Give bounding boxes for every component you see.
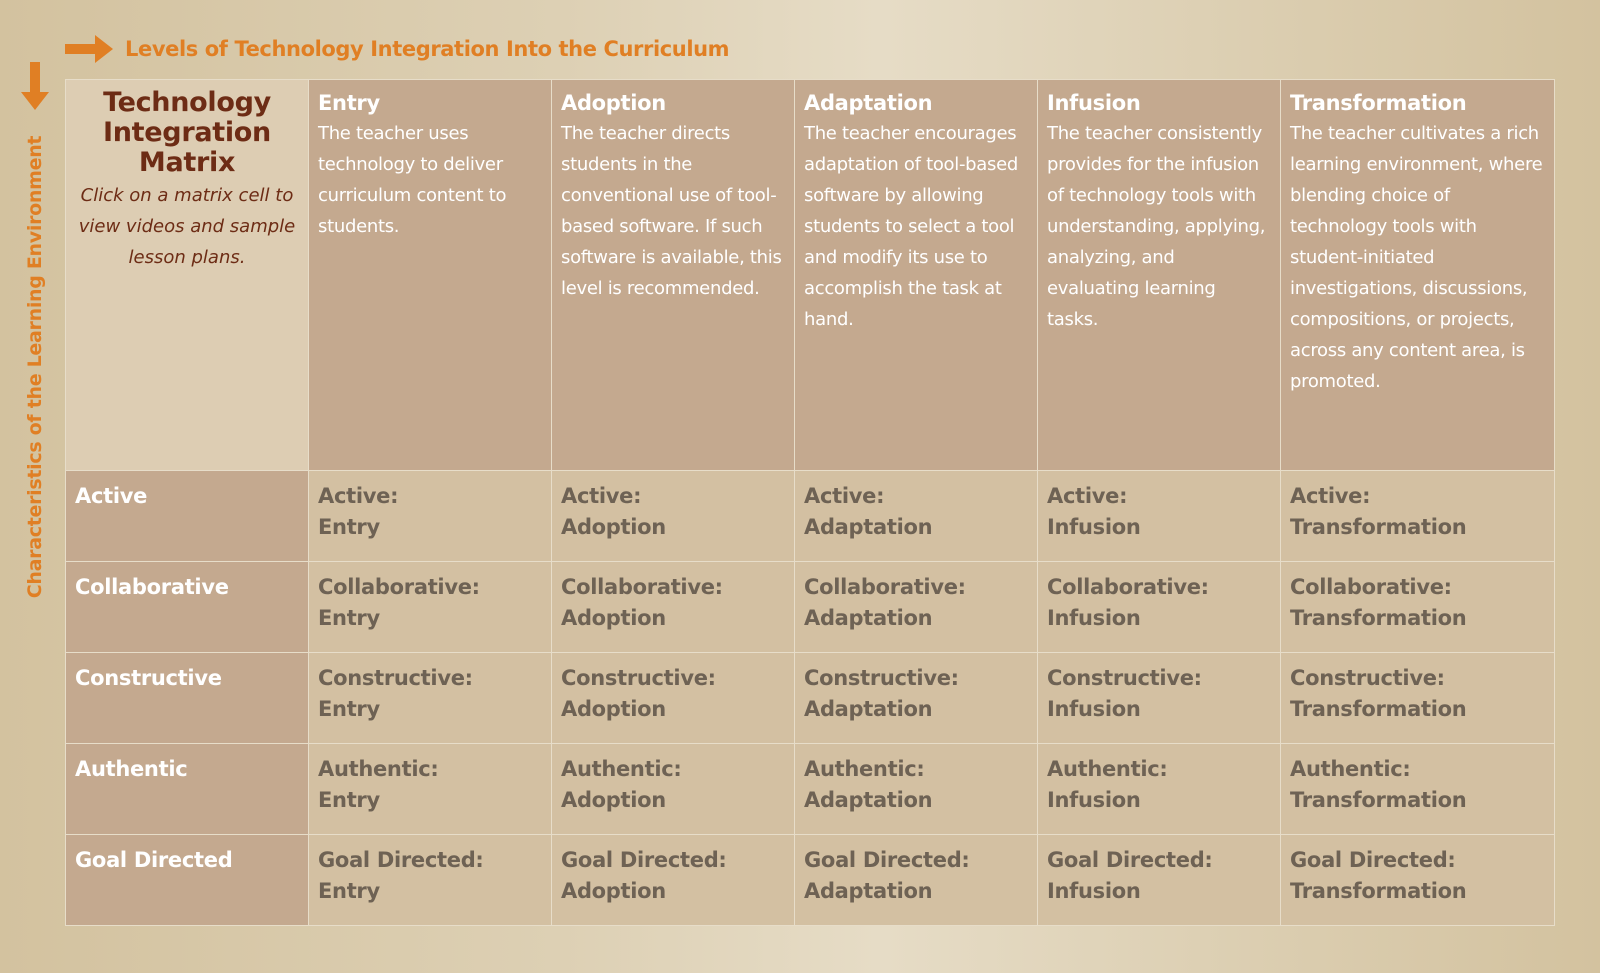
matrix-row-active <box>66 471 1555 562</box>
matrix-cell-collaborative-infusion[interactable] <box>1038 562 1281 653</box>
cell-characteristic: Collaborative: <box>561 575 723 599</box>
level-header-adoption <box>552 80 795 471</box>
cell-level: Infusion <box>1047 788 1141 812</box>
matrix-cell-constructive-adaptation[interactable] <box>795 653 1038 744</box>
matrix-title: Technology Integration Matrix <box>103 87 271 178</box>
level-description: The teacher cultivates a rich learning environment, where blending choice of technology tools with student-initiated investigations, discussions, compositions, or projects, across any content area, is promoted. <box>1290 123 1543 392</box>
matrix-instructions: Click on a matrix cell to view videos and sample lesson plans. <box>78 185 296 268</box>
matrix-cell-goal-directed-adoption[interactable] <box>552 835 795 926</box>
cell-characteristic: Collaborative: <box>1047 575 1209 599</box>
matrix-cell-authentic-infusion[interactable] <box>1038 744 1281 835</box>
matrix-cell-goal-directed-entry[interactable] <box>309 835 552 926</box>
cell-level: Infusion <box>1047 879 1141 903</box>
cell-characteristic: Active: <box>1290 484 1371 508</box>
matrix-cell-authentic-transformation[interactable] <box>1281 744 1555 835</box>
cell-characteristic: Goal Directed: <box>561 848 727 872</box>
cell-level: Entry <box>318 697 380 721</box>
cell-level: Entry <box>318 515 380 539</box>
level-description: The teacher consistently provides for the infusion of technology tools with understanding, applying, analyzing, and evaluating learning tasks. <box>1047 123 1266 330</box>
matrix-cell-active-adaptation[interactable] <box>795 471 1038 562</box>
technology-integration-matrix <box>65 79 1555 926</box>
cell-characteristic: Active: <box>318 484 399 508</box>
matrix-cell-constructive-infusion[interactable] <box>1038 653 1281 744</box>
matrix-cell-goal-directed-adaptation[interactable] <box>795 835 1038 926</box>
level-header-adaptation <box>795 80 1038 471</box>
matrix-cell-authentic-adaptation[interactable] <box>795 744 1038 835</box>
level-header-infusion <box>1038 80 1281 471</box>
cell-level: Infusion <box>1047 515 1141 539</box>
arrow-down-icon <box>21 62 49 110</box>
matrix-cell-collaborative-transformation[interactable] <box>1281 562 1555 653</box>
matrix-cell-active-entry[interactable] <box>309 471 552 562</box>
characteristics-axis-label <box>20 62 50 617</box>
cell-characteristic: Authentic: <box>318 757 439 781</box>
cell-characteristic: Authentic: <box>561 757 682 781</box>
matrix-title-cell <box>66 80 309 471</box>
matrix-row-constructive <box>66 653 1555 744</box>
matrix-cell-goal-directed-transformation[interactable] <box>1281 835 1555 926</box>
cell-level: Adaptation <box>804 788 933 812</box>
matrix-row-goal-directed <box>66 835 1555 926</box>
level-description: The teacher encourages adaptation of tool-based software by allowing students to select a tool and modify its use to accomplish the task at hand. <box>804 123 1018 330</box>
level-name: Entry <box>318 91 380 115</box>
cell-characteristic: Collaborative: <box>318 575 480 599</box>
cell-characteristic: Goal Directed: <box>318 848 484 872</box>
cell-level: Adoption <box>561 606 666 630</box>
cell-characteristic: Constructive: <box>804 666 959 690</box>
cell-level: Adaptation <box>804 697 933 721</box>
cell-level: Adaptation <box>804 515 933 539</box>
cell-level: Entry <box>318 788 380 812</box>
level-description: The teacher directs students in the conventional use of tool-based software. If such software is available, this level is recommended. <box>561 123 782 299</box>
row-header-authentic <box>66 744 309 835</box>
cell-characteristic: Constructive: <box>318 666 473 690</box>
characteristics-axis-title: Characteristics of the Learning Environment <box>24 135 46 599</box>
arrow-right-icon <box>65 35 113 63</box>
matrix-cell-constructive-adoption[interactable] <box>552 653 795 744</box>
cell-level: Adoption <box>561 788 666 812</box>
cell-level: Entry <box>318 879 380 903</box>
row-header-label: Collaborative <box>75 575 229 599</box>
levels-axis-title: Levels of Technology Integration Into the Curriculum <box>125 37 730 61</box>
cell-characteristic: Active: <box>804 484 885 508</box>
matrix-row-authentic <box>66 744 1555 835</box>
matrix-cell-collaborative-entry[interactable] <box>309 562 552 653</box>
cell-characteristic: Active: <box>561 484 642 508</box>
matrix-cell-authentic-entry[interactable] <box>309 744 552 835</box>
cell-level: Adaptation <box>804 879 933 903</box>
cell-level: Entry <box>318 606 380 630</box>
levels-header-row <box>66 80 1555 471</box>
matrix-cell-active-transformation[interactable] <box>1281 471 1555 562</box>
cell-characteristic: Goal Directed: <box>1047 848 1213 872</box>
matrix-cell-goal-directed-infusion[interactable] <box>1038 835 1281 926</box>
level-name: Adoption <box>561 91 666 115</box>
cell-level: Adoption <box>561 697 666 721</box>
row-header-constructive <box>66 653 309 744</box>
matrix-cell-active-infusion[interactable] <box>1038 471 1281 562</box>
row-header-label: Constructive <box>75 666 222 690</box>
level-header-transformation <box>1281 80 1555 471</box>
cell-level: Adoption <box>561 515 666 539</box>
cell-level: Transformation <box>1290 606 1467 630</box>
matrix-cell-collaborative-adaptation[interactable] <box>795 562 1038 653</box>
row-header-active <box>66 471 309 562</box>
levels-axis-label <box>65 32 729 66</box>
matrix-cell-collaborative-adoption[interactable] <box>552 562 795 653</box>
cell-characteristic: Constructive: <box>1047 666 1202 690</box>
cell-characteristic: Goal Directed: <box>1290 848 1456 872</box>
row-header-goal-directed <box>66 835 309 926</box>
cell-characteristic: Constructive: <box>1290 666 1445 690</box>
level-name: Adaptation <box>804 91 933 115</box>
level-name: Infusion <box>1047 91 1141 115</box>
matrix-cell-authentic-adoption[interactable] <box>552 744 795 835</box>
cell-characteristic: Constructive: <box>561 666 716 690</box>
cell-level: Adoption <box>561 879 666 903</box>
cell-characteristic: Collaborative: <box>804 575 966 599</box>
matrix-cell-constructive-entry[interactable] <box>309 653 552 744</box>
level-header-entry <box>309 80 552 471</box>
cell-characteristic: Collaborative: <box>1290 575 1452 599</box>
cell-level: Adaptation <box>804 606 933 630</box>
cell-characteristic: Goal Directed: <box>804 848 970 872</box>
cell-characteristic: Authentic: <box>1047 757 1168 781</box>
cell-level: Transformation <box>1290 697 1467 721</box>
row-header-label: Authentic <box>75 757 188 781</box>
cell-level: Transformation <box>1290 515 1467 539</box>
cell-characteristic: Authentic: <box>804 757 925 781</box>
matrix-cell-active-adoption[interactable] <box>552 471 795 562</box>
row-header-collaborative <box>66 562 309 653</box>
cell-level: Infusion <box>1047 697 1141 721</box>
row-header-label: Goal Directed <box>75 848 233 872</box>
row-header-label: Active <box>75 484 148 508</box>
level-name: Transformation <box>1290 91 1467 115</box>
matrix-row-collaborative <box>66 562 1555 653</box>
cell-characteristic: Active: <box>1047 484 1128 508</box>
level-description: The teacher uses technology to deliver curriculum content to students. <box>318 123 507 237</box>
matrix-cell-constructive-transformation[interactable] <box>1281 653 1555 744</box>
cell-level: Transformation <box>1290 788 1467 812</box>
cell-characteristic: Authentic: <box>1290 757 1411 781</box>
cell-level: Infusion <box>1047 606 1141 630</box>
cell-level: Transformation <box>1290 879 1467 903</box>
